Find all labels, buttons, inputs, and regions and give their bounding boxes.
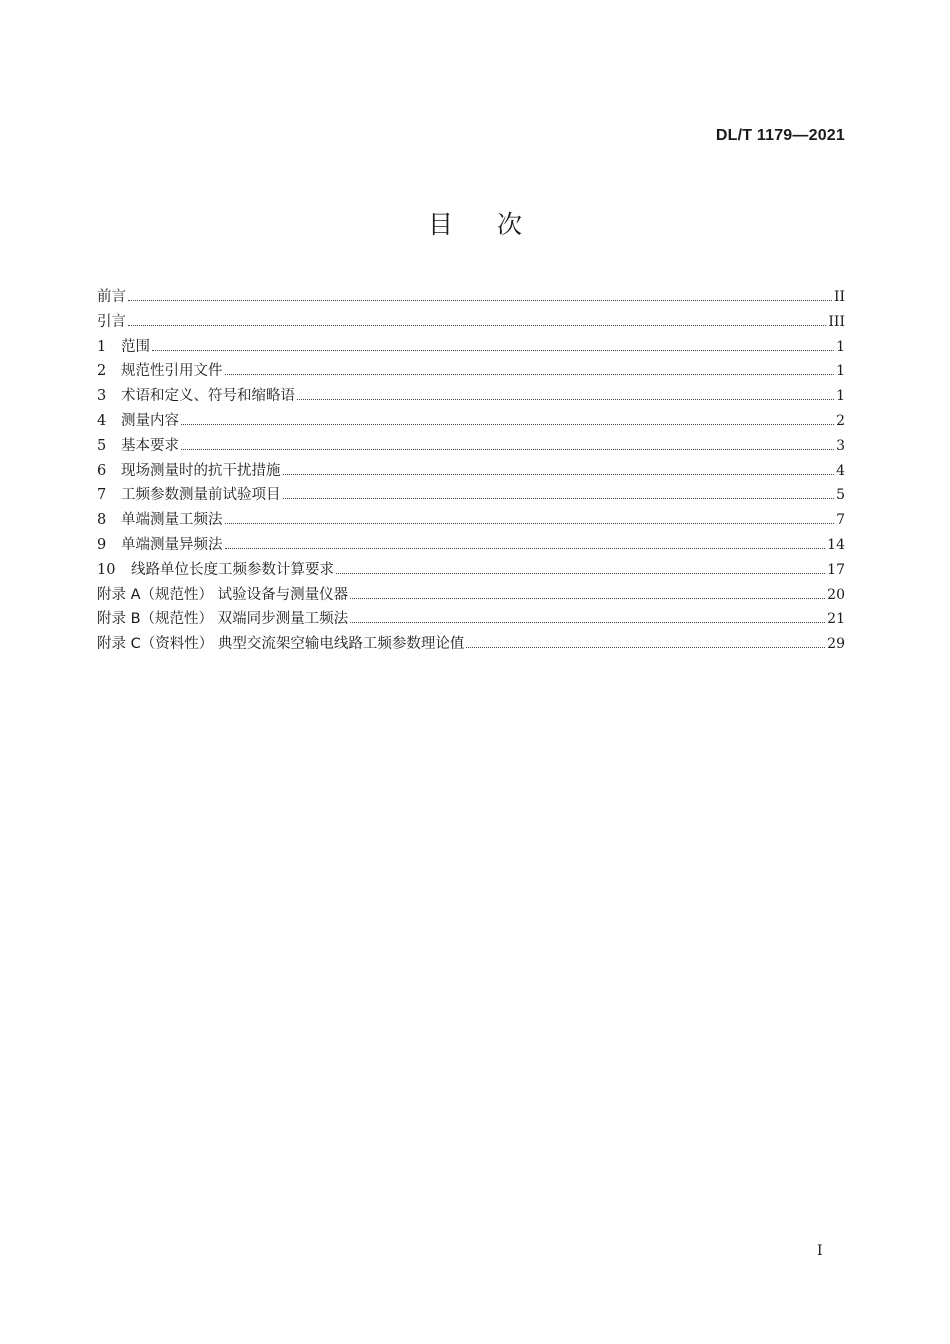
dot-leader xyxy=(283,497,835,499)
toc-entry-appendix-c[interactable] xyxy=(97,632,845,657)
toc-entry-label xyxy=(97,533,223,558)
toc-entry-9[interactable] xyxy=(97,533,845,558)
toc-entry-label xyxy=(97,558,334,583)
toc-entry-number: 1 xyxy=(97,338,107,355)
dot-leader xyxy=(181,423,834,425)
toc-entry-text: 附录 B（规范性） 双端同步测量工频法 xyxy=(97,611,349,628)
toc-entry-10[interactable] xyxy=(97,558,845,583)
dot-leader xyxy=(225,522,835,524)
toc-entry-text: 引言 xyxy=(97,313,126,330)
toc-entry-page: 14 xyxy=(827,536,845,553)
toc-entry-label xyxy=(97,335,150,360)
toc-entry-7[interactable] xyxy=(97,483,845,508)
toc-entry-number: 5 xyxy=(97,437,107,454)
toc-entry-page: 1 xyxy=(836,363,845,380)
dot-leader xyxy=(336,572,825,574)
toc-entry-4[interactable] xyxy=(97,409,845,434)
toc-title: 目次 xyxy=(427,210,566,239)
toc-entry-text: 附录 A（规范性） 试验设备与测量仪器 xyxy=(97,586,349,603)
toc-entry-3[interactable] xyxy=(97,384,845,409)
toc-entry-label xyxy=(97,483,281,508)
toc-entry-text: 附录 C（资料性） 典型交流架空输电线路工频参数理论值 xyxy=(97,636,465,653)
dot-leader xyxy=(152,349,834,351)
toc-entry-number: 4 xyxy=(97,412,107,429)
toc-entry-label xyxy=(97,409,179,434)
toc-entry-number: 7 xyxy=(97,487,107,504)
toc-entry-2[interactable] xyxy=(97,359,845,384)
toc-entry-text: 现场测量时的抗干扰措施 xyxy=(121,462,281,479)
page-number: I xyxy=(817,1243,823,1259)
toc-entry-text: 规范性引用文件 xyxy=(121,363,223,380)
dot-leader xyxy=(466,646,825,648)
toc-entry-page: 17 xyxy=(827,561,845,578)
dot-leader xyxy=(128,324,826,326)
toc-entry-text: 范围 xyxy=(121,338,150,355)
toc-entry-page: 21 xyxy=(827,611,845,628)
toc-entry-text: 单端测量工频法 xyxy=(121,512,223,529)
toc-entry-text: 工频参数测量前试验项目 xyxy=(121,487,281,504)
standard-number: DL/T 1179—2021 xyxy=(715,127,845,144)
toc-entry-label xyxy=(97,508,223,533)
toc-entry-5[interactable] xyxy=(97,434,845,459)
dot-leader xyxy=(225,373,835,375)
toc-entry-appendix-a[interactable] xyxy=(97,583,845,608)
toc-entry-text: 单端测量异频法 xyxy=(121,536,223,553)
toc-entry-page: III xyxy=(828,313,845,330)
toc-entry-text: 测量内容 xyxy=(121,412,179,429)
dot-leader xyxy=(283,473,835,475)
dot-leader xyxy=(225,547,826,549)
toc-entry-page: 20 xyxy=(827,586,845,603)
toc-entry-appendix-b[interactable] xyxy=(97,607,845,632)
toc-entry-page: 29 xyxy=(827,636,845,653)
toc-entry-number: 10 xyxy=(97,561,116,578)
toc-entry-text: 术语和定义、符号和缩略语 xyxy=(121,388,295,405)
dot-leader xyxy=(181,448,834,450)
toc-entry-page: 4 xyxy=(836,462,845,479)
toc-entry-6[interactable] xyxy=(97,459,845,484)
toc-entry-page: 5 xyxy=(836,487,845,504)
toc-entry-page: 1 xyxy=(836,388,845,405)
toc-entry-text: 线路单位长度工频参数计算要求 xyxy=(131,561,334,578)
dot-leader xyxy=(297,398,834,400)
toc-entry-number: 8 xyxy=(97,512,107,529)
toc-entry-number: 3 xyxy=(97,388,107,405)
toc-entry-page: 7 xyxy=(836,512,845,529)
toc-entry-page: 1 xyxy=(836,338,845,355)
toc-entry-page: 3 xyxy=(836,437,845,454)
toc-entry-introduction[interactable] xyxy=(97,310,845,335)
toc-entry-8[interactable] xyxy=(97,508,845,533)
toc-entry-label xyxy=(97,434,179,459)
table-of-contents xyxy=(97,285,845,657)
dot-leader xyxy=(128,299,832,301)
toc-entry-label xyxy=(97,459,281,484)
toc-entry-foreword[interactable] xyxy=(97,285,845,310)
toc-entry-number: 6 xyxy=(97,462,107,479)
toc-entry-number: 9 xyxy=(97,536,107,553)
dot-leader xyxy=(350,597,825,599)
dot-leader xyxy=(350,621,825,623)
toc-entry-text: 前言 xyxy=(97,289,126,305)
toc-entry-page: 2 xyxy=(836,412,845,429)
toc-entry-1[interactable] xyxy=(97,335,845,360)
toc-entry-text: 基本要求 xyxy=(121,437,179,454)
toc-entry-label xyxy=(97,359,223,384)
toc-entry-number: 2 xyxy=(97,363,107,380)
toc-entry-label xyxy=(97,384,295,409)
toc-entry-page: II xyxy=(833,289,845,305)
